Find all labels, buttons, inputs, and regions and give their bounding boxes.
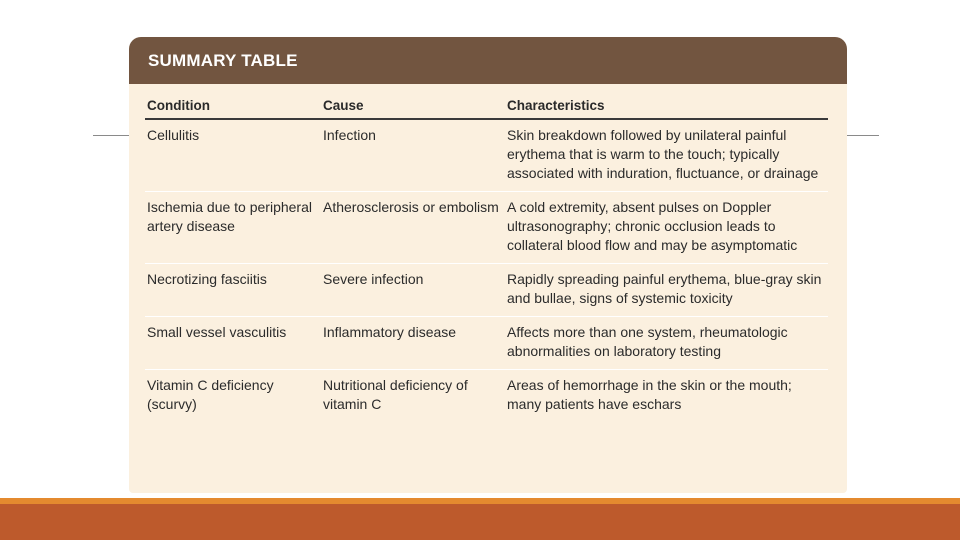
cell-condition: Ischemia due to peripheral artery disease (145, 192, 321, 264)
table-row (145, 192, 828, 264)
cell-characteristics: Skin breakdown followed by unilateral painful erythema that is warm to the touch; typically associated with induration, fluctuance, or drainage (505, 119, 828, 192)
cell-condition: Vitamin C deficiency (scurvy) (147, 377, 274, 412)
summary-table-card (129, 37, 847, 493)
cell-condition: Necrotizing fasciitis (145, 264, 321, 317)
cell-condition: Small vessel vasculitis (145, 317, 321, 370)
slide-rule-left (93, 135, 130, 136)
table-row (145, 317, 828, 370)
header-characteristics: Characteristics (505, 95, 828, 119)
summary-table (145, 95, 828, 422)
cell-characteristics: Areas of hemorrhage in the skin or the mouth; many patients have eschars (507, 377, 792, 412)
slide-rule-right (846, 135, 879, 136)
header-condition: Condition (145, 95, 321, 119)
slide-bottom-bar (0, 498, 960, 540)
table-header-row (145, 95, 828, 119)
table-row (145, 264, 828, 317)
cell-cause: Nutritional deficiency of vitamin C (323, 377, 468, 412)
table-row (145, 370, 828, 423)
cell-cause: Infection (321, 119, 505, 192)
cell-characteristics: Rapidly spreading painful erythema, blue-gray skin and bullae, signs of systemic toxicity (505, 264, 828, 317)
header-cause: Cause (321, 95, 505, 119)
table-row (145, 119, 828, 192)
cell-characteristics: A cold extremity, absent pulses on Doppler ultrasonography; chronic occlusion leads to collateral blood flow and may be asymptomatic (505, 192, 828, 264)
cell-cause: Inflammatory disease (321, 317, 505, 370)
cell-characteristics: Affects more than one system, rheumatologic abnormalities on laboratory testing (505, 317, 828, 370)
table-title: SUMMARY TABLE (129, 37, 847, 84)
cell-cause: Severe infection (321, 264, 505, 317)
table-container (145, 95, 828, 422)
cell-cause: Atherosclerosis or embolism (321, 192, 505, 264)
cell-condition: Cellulitis (145, 119, 321, 192)
